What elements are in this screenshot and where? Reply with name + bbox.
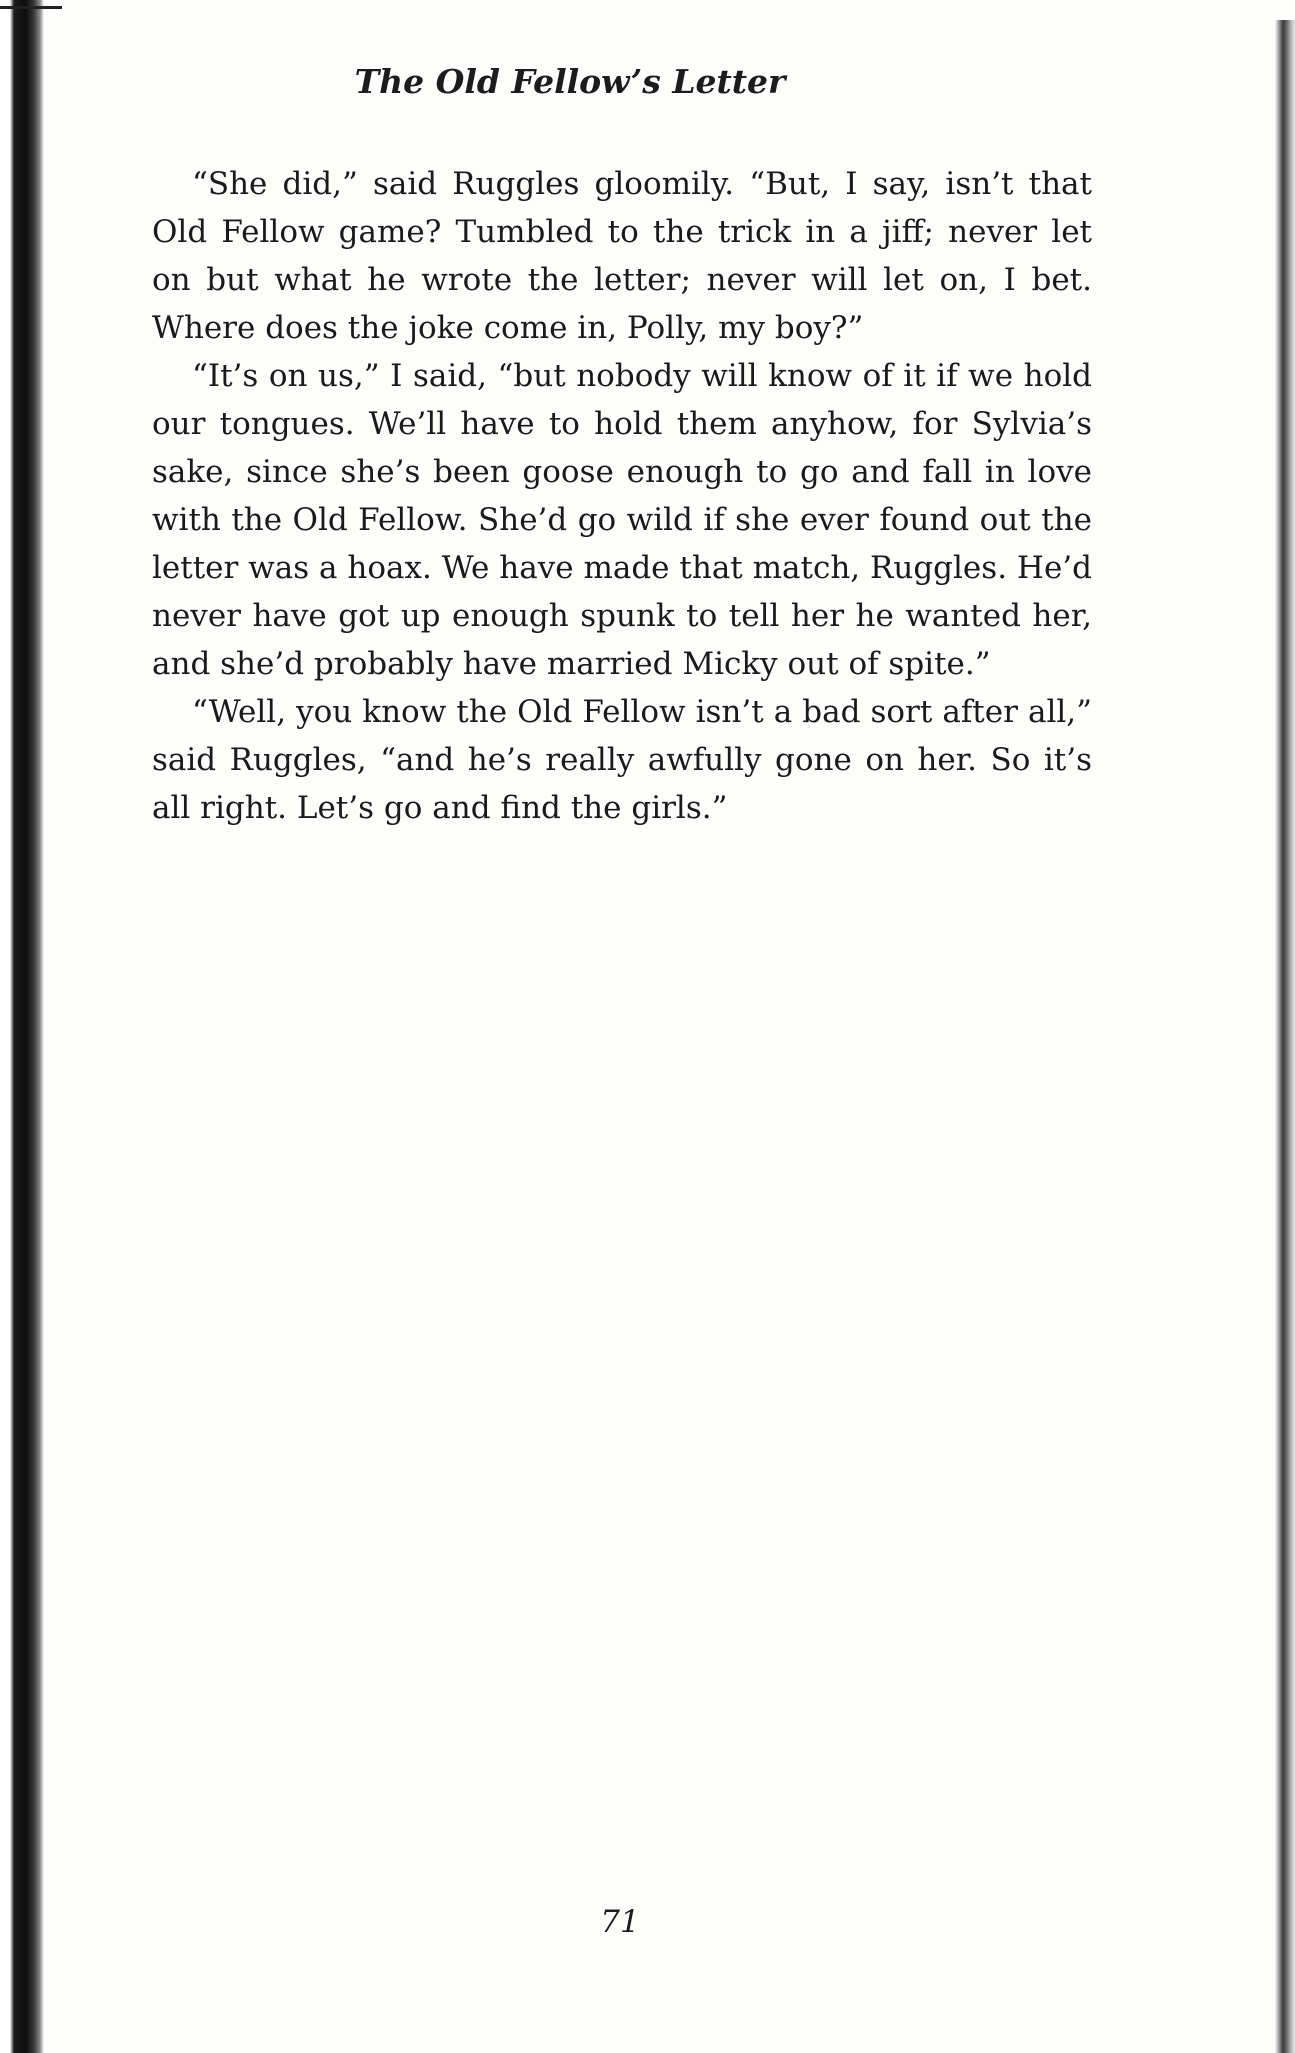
page-edge-shadow <box>1275 20 1295 2053</box>
body-text <box>152 160 1092 832</box>
running-head: The Old Fellow’s Letter <box>354 62 786 101</box>
paragraph: “She did,” said Ruggles gloomily. “But, I say, isn’t that Old Fellow game? Tumbled to the trick in a jiff; never let on but what he wrote the letter; never will let on, I bet. Where does the joke come in, Polly, my boy?” <box>152 166 1092 346</box>
binding-mark <box>0 6 62 9</box>
paragraph: “Well, you know the Old Fellow isn’t a bad sort after all,” said Ruggles, “and he’s really awfully gone on her. So it’s all right. Let’s go and find the girls.” <box>152 694 1092 826</box>
binding-shadow <box>0 0 44 2053</box>
paragraph: “It’s on us,” I said, “but nobody will know of it if we hold our tongues. We’ll have to hold them anyhow, for Sylvia’s sake, since she’s been goose enough to go and fall in love with the Old Fellow. She’d go wild if she ever found out the letter was a hoax. We have made that match, Ruggles. He’d never have got up enough spunk to tell her he wanted her, and she’d probably have married Micky out of spite.” <box>152 358 1092 682</box>
page-number: 71 <box>600 1904 640 1940</box>
